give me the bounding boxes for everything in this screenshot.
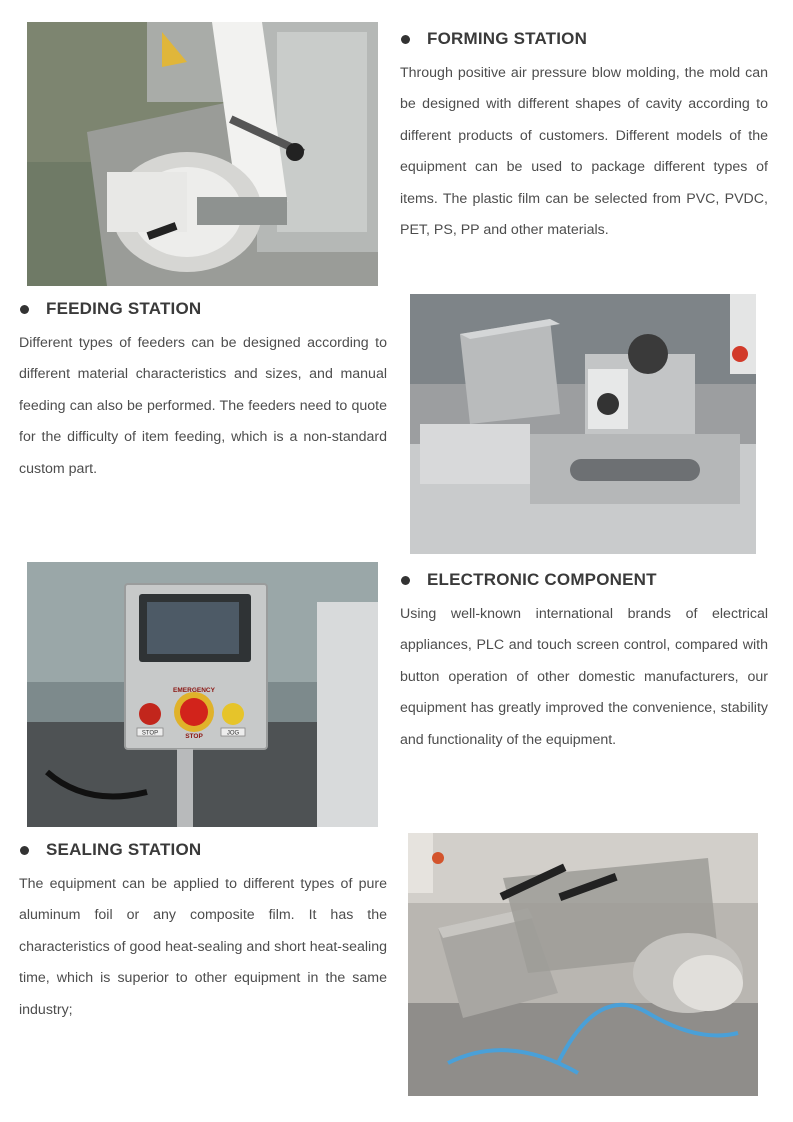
forming-station-heading bbox=[401, 29, 587, 49]
emergency-label: EMERGENCY bbox=[173, 687, 215, 694]
feeding-station-photo bbox=[410, 294, 756, 554]
section-title: ELECTRONIC COMPONENT bbox=[427, 570, 657, 589]
jog-button-label: JOG bbox=[226, 730, 240, 737]
bullet-icon bbox=[401, 576, 410, 585]
forming-station-text: Through positive air pressure blow molding, the mold can be designed with different shapes of cavity according to different products of customers. Different models of the equipment can be used to package different types of items. The plastic film can be selected from PVC, PVDC, PET, PS, PP and other materials. bbox=[400, 65, 768, 239]
electronic-component-heading bbox=[401, 570, 657, 590]
control-panel-photo bbox=[27, 562, 378, 827]
section-title: SEALING STATION bbox=[46, 840, 202, 859]
sealing-station-text: The equipment can be applied to different types of pure aluminum foil or any composite film. It has the characteristics of good heat-sealing and short heat-sealing time, which is superior to other equipment in the same industry; bbox=[19, 876, 387, 1018]
sealing-station-photo bbox=[408, 833, 758, 1096]
bullet-icon bbox=[401, 35, 410, 44]
electronic-component-text: Using well-known international brands of electrical appliances, PLC and touch screen control, compared with button operation of other domestic manufacturers, our equipment has greatly improved the convenience, stability and functionality of the equipment. bbox=[400, 606, 768, 748]
emergency-stop-label: STOP bbox=[185, 733, 203, 740]
bullet-icon bbox=[20, 846, 29, 855]
feeding-station-text: Different types of feeders can be designed according to different material characteristics and sizes, and manual feeding can also be performed. The feeders need to quote for the difficulty of item feeding, which is a non-standard custom part. bbox=[19, 335, 387, 477]
feeding-station-heading bbox=[20, 299, 201, 319]
stop-button-label: STOP bbox=[141, 730, 159, 737]
section-title: FORMING STATION bbox=[427, 29, 588, 48]
forming-station-photo bbox=[27, 22, 378, 286]
sealing-station-heading bbox=[20, 840, 201, 860]
section-title: FEEDING STATION bbox=[46, 299, 202, 318]
bullet-icon bbox=[20, 305, 29, 314]
